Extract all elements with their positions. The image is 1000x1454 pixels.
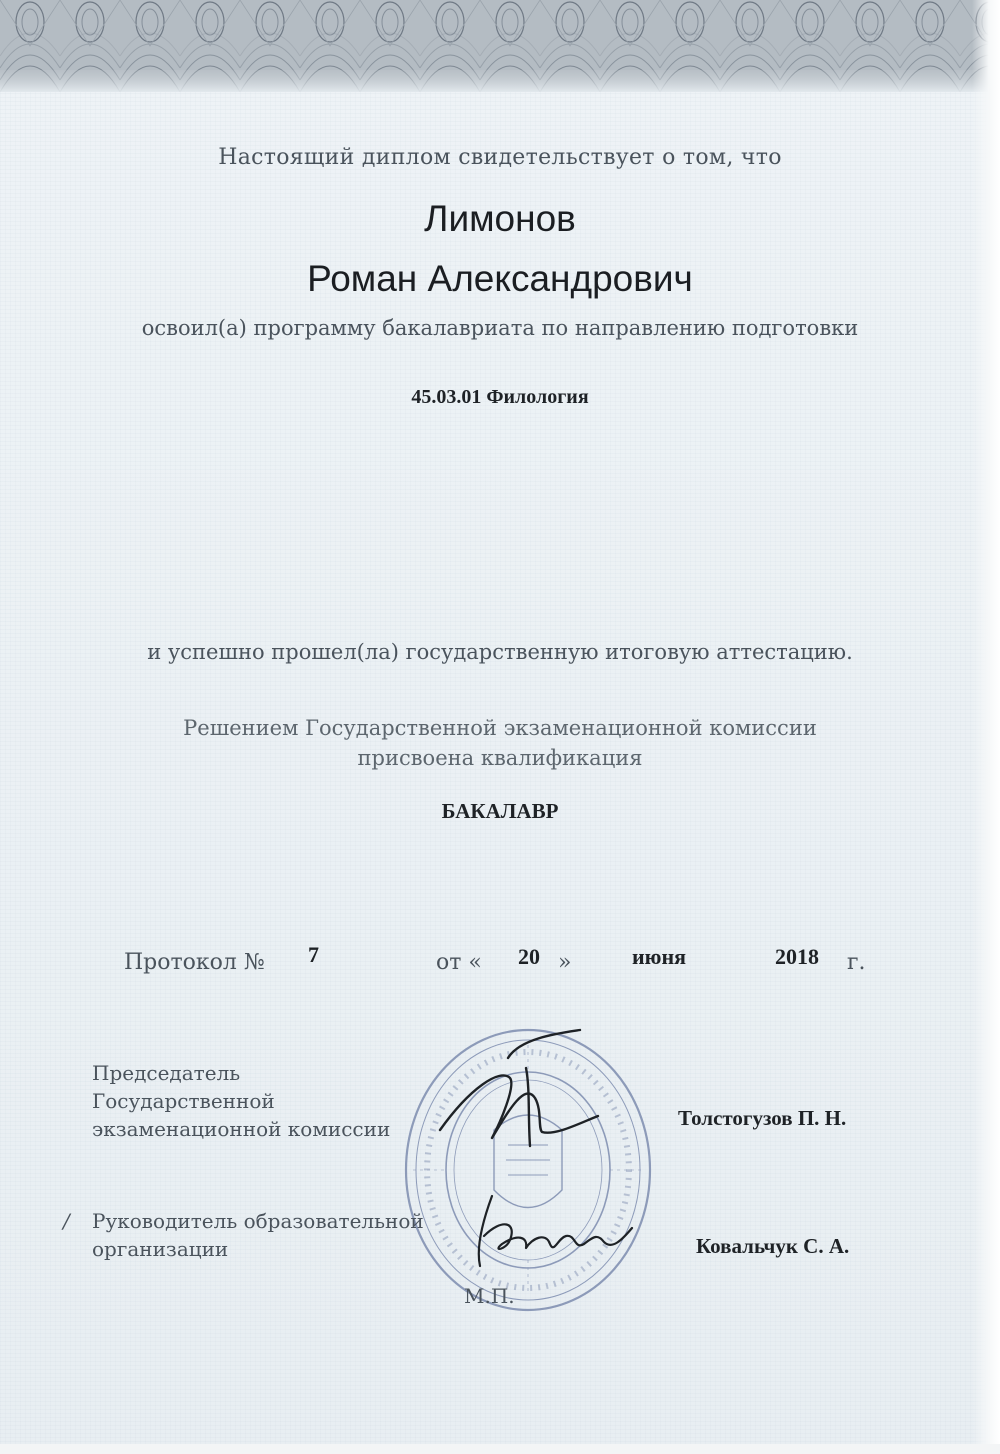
paper-edge <box>972 0 1000 1454</box>
attestation-text: и успешно прошел(ла) государственную итоговую аттестацию. <box>147 640 853 664</box>
protocol-from-label: от « <box>436 950 482 975</box>
protocol-quote-close: » <box>558 950 572 975</box>
head-title-line1: Руководитель образовательной <box>92 1209 424 1233</box>
guilloche-pattern <box>0 0 1000 92</box>
head-title-line2: организации <box>92 1237 229 1261</box>
chair-title-line3: экзаменационной комиссии <box>92 1117 391 1141</box>
chair-title-line1: Председатель <box>92 1061 241 1085</box>
decision-text: Решением Государственной экзаменационной комиссии <box>183 716 817 740</box>
seal-place: М.П. <box>464 1284 515 1308</box>
graduate-given-names: Роман Александрович <box>307 258 693 299</box>
protocol-year: 2018 <box>775 944 819 969</box>
qualification: БАКАЛАВР <box>441 799 559 823</box>
head-name: Ковальчук С. А. <box>696 1234 850 1258</box>
protocol-label: Протокол № <box>124 950 265 975</box>
protocol-day: 20 <box>518 944 540 969</box>
paper-bottom-edge <box>0 1444 1000 1454</box>
qualification-assigned-text: присвоена квалификация <box>357 746 643 770</box>
protocol-month: июня <box>632 944 687 969</box>
guilloche-band <box>0 0 1000 92</box>
chair-signature <box>430 1028 610 1158</box>
chair-title-line2: Государственной <box>92 1089 275 1113</box>
chair-name: Толстогузов П. Н. <box>678 1106 847 1130</box>
protocol-number: 7 <box>308 942 319 967</box>
head-signature <box>462 1188 652 1278</box>
graduate-surname: Лимонов <box>424 198 576 239</box>
head-mark: / <box>63 1209 70 1233</box>
intro-text: Настоящий диплом свидетельствует о том, что <box>218 145 782 170</box>
program-text: освоил(а) программу бакалавриата по направлению подготовки <box>141 316 859 340</box>
specialty: 45.03.01 Филология <box>411 386 589 408</box>
protocol-year-suffix: г. <box>847 950 866 975</box>
